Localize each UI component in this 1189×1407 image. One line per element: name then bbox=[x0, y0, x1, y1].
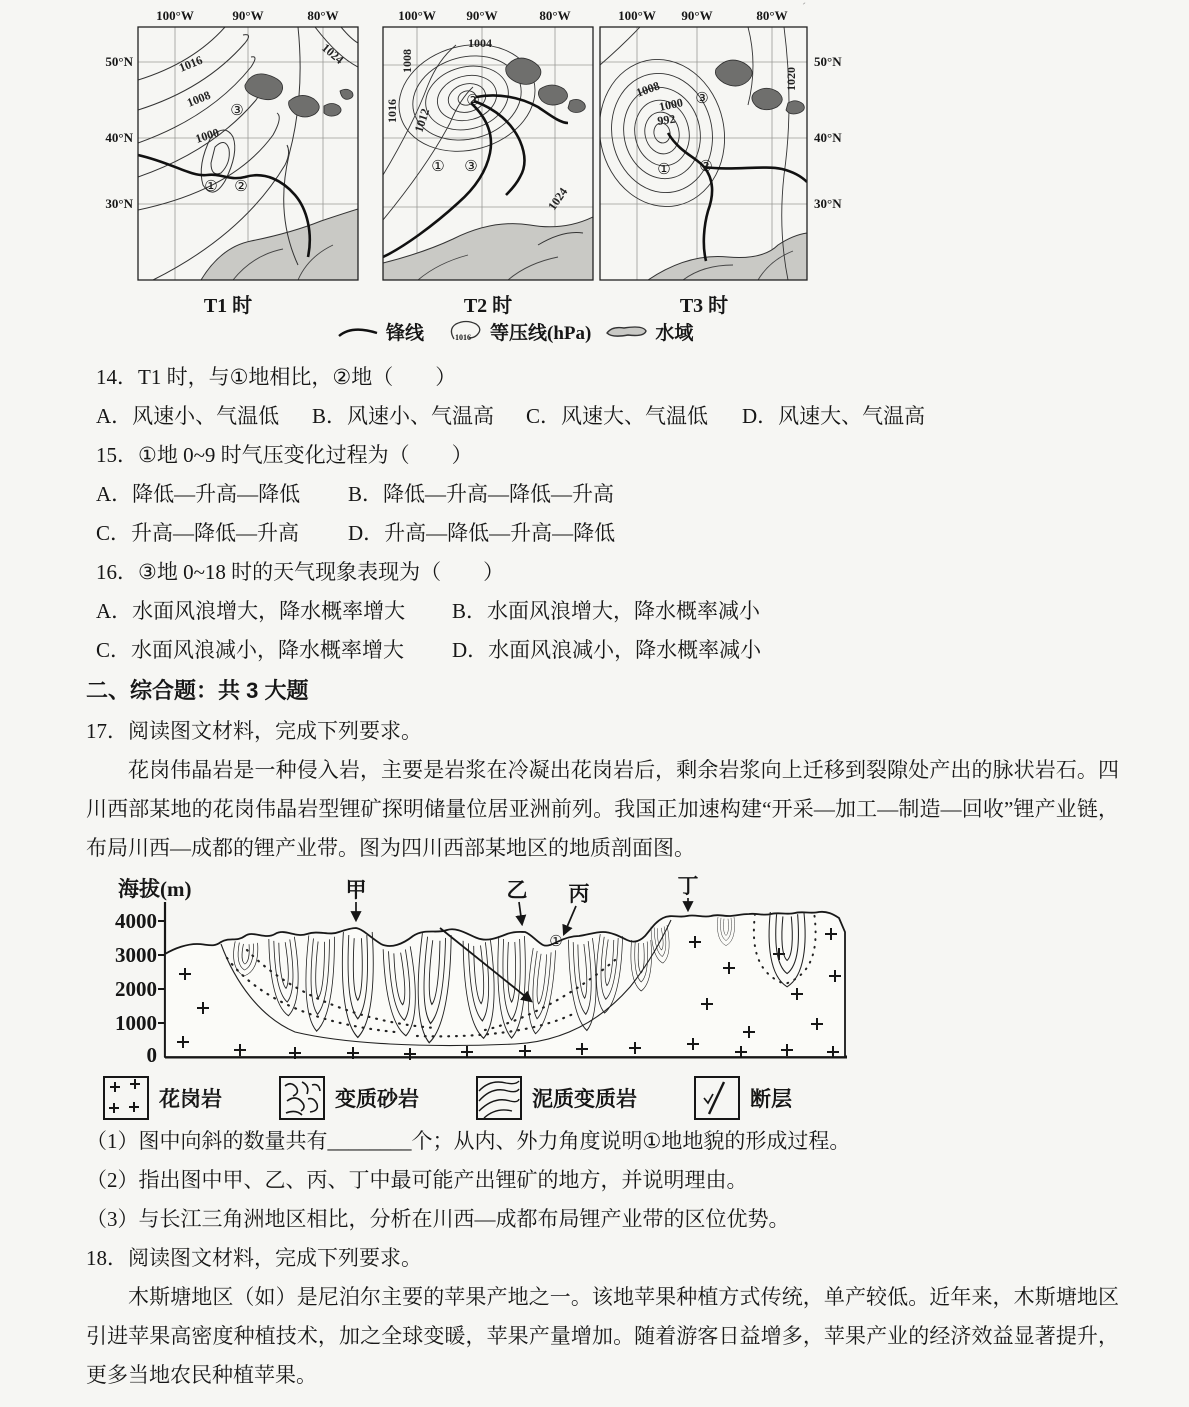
weather-maps-figure bbox=[0, 0, 1189, 358]
elevation-axis-label: 海拔(m) bbox=[118, 877, 192, 901]
lon-label: 90°W bbox=[681, 8, 713, 23]
granite-pattern-icon bbox=[102, 1075, 150, 1121]
isobar-label: 1024 bbox=[319, 40, 347, 67]
question-14-options bbox=[86, 397, 1119, 436]
legend-item-meta-sandstone bbox=[278, 1075, 419, 1121]
option-c: C．升高—降低—升高 bbox=[96, 521, 300, 545]
weather-figure-legend bbox=[336, 318, 715, 345]
question-15-options bbox=[86, 475, 1119, 553]
exam-body bbox=[0, 358, 1189, 1395]
meta-sandstone-pattern-icon bbox=[278, 1075, 326, 1121]
lakes bbox=[245, 74, 353, 117]
legend-meta-sandstone-label: 变质砂岩 bbox=[335, 1088, 419, 1111]
point-marker-2: ② bbox=[466, 91, 480, 109]
question-14 bbox=[86, 358, 1119, 436]
legend-item-fault bbox=[693, 1075, 792, 1121]
option-a: A．水面风浪增大，降水概率增大 bbox=[96, 599, 406, 623]
pelitic-metarock-pattern-icon bbox=[475, 1075, 523, 1121]
site-arrow-bing bbox=[564, 906, 576, 934]
site-label-jia: 甲 bbox=[345, 878, 367, 902]
question-18-stem: 18．阅读图文材料，完成下列要求。 bbox=[86, 1246, 422, 1270]
t1-weather-map bbox=[93, 5, 363, 287]
stray-mark: ˊ bbox=[802, 0, 806, 14]
lon-label: 90°W bbox=[466, 8, 498, 23]
lon-label: 100°W bbox=[618, 8, 656, 23]
sea-area bbox=[201, 209, 358, 280]
map-caption-t1: T1 时 bbox=[203, 295, 253, 317]
lon-label: 100°W bbox=[398, 8, 436, 23]
isobar-label: 1000 bbox=[657, 95, 685, 114]
question-15-stem: 15．①地 0~9 时气压变化过程为（ ） bbox=[96, 443, 473, 467]
isobar-label: 1008 bbox=[634, 78, 662, 100]
option-c: C．水面风浪减小，降水概率增大 bbox=[96, 638, 405, 662]
fault-pattern-icon bbox=[693, 1075, 741, 1121]
isobar-label: 1004 bbox=[468, 36, 492, 50]
question-17-sub-3: （3）与长江三角洲地区相比，分析在川西—成都布局锂产业带的区位优势。 bbox=[86, 1207, 790, 1231]
option-c: C．风速大、气温低 bbox=[526, 404, 709, 428]
question-17-material: 花岗伟晶岩是一种侵入岩，主要是岩浆在冷凝出花岗岩后，剩余岩浆向上迁移到裂隙处产出的脉状岩石。四川西部某地的花岗伟晶岩型锂矿探明储量位居亚洲前列。我国正加速构建“开采—加工—制造—回收”锂产业链，布局川西—成都的锂产业带。图为四川西部某地区的地质剖面图。 bbox=[86, 758, 1119, 860]
lon-label: 90°W bbox=[232, 8, 264, 23]
question-16-stem: 16．③地 0~18 时的天气现象表现为（ ） bbox=[96, 560, 505, 584]
geologic-legend bbox=[102, 1074, 1119, 1122]
lat-label: 30°N bbox=[814, 196, 842, 211]
lat-label: 40°N bbox=[105, 130, 133, 145]
legend-granite-label: 花岗岩 bbox=[159, 1088, 222, 1111]
ytick-4000: 4000 bbox=[115, 909, 157, 933]
map-caption-t3: T3 时 bbox=[679, 295, 729, 317]
legend-front-label: 锋线 bbox=[386, 323, 425, 344]
isobar-label: 1020 bbox=[784, 67, 798, 91]
isobar-label: 1008 bbox=[184, 87, 213, 110]
legend-water-label: 水域 bbox=[655, 323, 694, 344]
legend-fault-label: 断层 bbox=[750, 1088, 792, 1111]
point-marker-3: ③ bbox=[230, 101, 244, 119]
option-b: B．降低—升高—降低—升高 bbox=[348, 482, 615, 506]
terrain-outline bbox=[165, 912, 845, 1057]
legend-isobar-label: 等压线(hPa) bbox=[490, 323, 592, 344]
question-17-stem: 17．阅读图文材料，完成下列要求。 bbox=[86, 719, 422, 743]
lon-label: 80°W bbox=[539, 8, 571, 23]
lon-label: 80°W bbox=[756, 8, 788, 23]
point-marker-1: ① bbox=[549, 932, 563, 950]
site-label-yi: 乙 bbox=[506, 878, 528, 902]
point-marker-1: ① bbox=[431, 157, 445, 175]
legend-item-granite bbox=[102, 1075, 222, 1121]
lakes bbox=[506, 58, 586, 112]
ytick-2000: 2000 bbox=[115, 977, 157, 1001]
point-marker-3: ③ bbox=[695, 89, 709, 107]
site-label-ding: 丁 bbox=[677, 874, 699, 898]
site-arrow-yi bbox=[519, 902, 522, 924]
ytick-0: 0 bbox=[146, 1043, 157, 1067]
question-14-stem: 14．T1 时，与①地相比，②地（ ） bbox=[96, 365, 457, 389]
sea-area bbox=[648, 233, 807, 280]
isobar-icon-value: 1016 bbox=[455, 332, 472, 342]
isobar-icon bbox=[446, 319, 484, 345]
question-18-material: 木斯塘地区（如）是尼泊尔主要的苹果产地之一。该地苹果种植方式传统，单产较低。近年来，木斯塘地区引进苹果高密度种植技术，加之全球变暖，苹果产量增加。随着游客日益增多，苹果产业的经济效益显著提升，更多当地农民种植苹果。 bbox=[86, 1285, 1119, 1387]
option-b: B．风速小、气温高 bbox=[312, 404, 495, 428]
lat-label: 40°N bbox=[814, 130, 842, 145]
point-marker-1: ① bbox=[204, 177, 218, 195]
legend-item-pelitic-metarock bbox=[475, 1075, 637, 1121]
question-16-options bbox=[86, 592, 1119, 670]
section-2-header: 二、综合题：共 3 大题 bbox=[86, 678, 309, 703]
map-caption-t2: T2 时 bbox=[463, 295, 513, 317]
water-area-icon bbox=[603, 323, 649, 341]
legend-pelitic-metarock-label: 泥质变质岩 bbox=[532, 1088, 637, 1111]
t2-weather-map bbox=[378, 5, 598, 287]
site-label-bing: 丙 bbox=[568, 882, 590, 906]
ytick-3000: 3000 bbox=[115, 943, 157, 967]
isobar-label: 1016 bbox=[385, 99, 399, 123]
point-marker-2: ② bbox=[234, 177, 248, 195]
lat-label: 50°N bbox=[814, 54, 842, 69]
front-line-icon bbox=[336, 323, 380, 341]
point-marker-1: ① bbox=[657, 160, 671, 178]
t3-weather-map bbox=[598, 5, 858, 287]
isobar-label: 1016 bbox=[176, 52, 205, 75]
question-17-sub-1: （1）图中向斜的数量共有________个；从内、外力角度说明①地地貌的形成过程。 bbox=[86, 1129, 851, 1153]
option-a: A．风速小、气温低 bbox=[96, 404, 280, 428]
option-d: D．升高—降低—升高—降低 bbox=[348, 521, 616, 545]
isobar-label: 1008 bbox=[400, 49, 414, 73]
question-15 bbox=[86, 436, 1119, 553]
lat-label: 30°N bbox=[105, 196, 133, 211]
lat-label: 50°N bbox=[105, 54, 133, 69]
isobar-label: 1000 bbox=[193, 125, 221, 146]
lon-label: 80°W bbox=[307, 8, 339, 23]
isobar-label: 992 bbox=[656, 111, 677, 128]
isobar-lines bbox=[598, 27, 789, 280]
question-17-sub-2: （2）指出图中甲、乙、丙、丁中最可能产出锂矿的地方，并说明理由。 bbox=[86, 1168, 748, 1192]
geologic-cross-section bbox=[95, 872, 1105, 1068]
point-marker-2: ② bbox=[699, 157, 713, 175]
lon-label: 100°W bbox=[156, 8, 194, 23]
ytick-1000: 1000 bbox=[115, 1011, 157, 1035]
question-16 bbox=[86, 553, 1119, 670]
point-marker-3: ③ bbox=[464, 157, 478, 175]
option-d: D．水面风浪减小，降水概率减小 bbox=[452, 638, 762, 662]
option-d: D．风速大、气温高 bbox=[742, 404, 926, 428]
sea-area bbox=[383, 217, 593, 280]
isobar-label: 1024 bbox=[544, 185, 571, 213]
option-b: B．水面风浪增大，降水概率减小 bbox=[452, 599, 761, 623]
isobar-label: 1012 bbox=[411, 106, 433, 134]
option-a: A．降低—升高—降低 bbox=[96, 482, 301, 506]
